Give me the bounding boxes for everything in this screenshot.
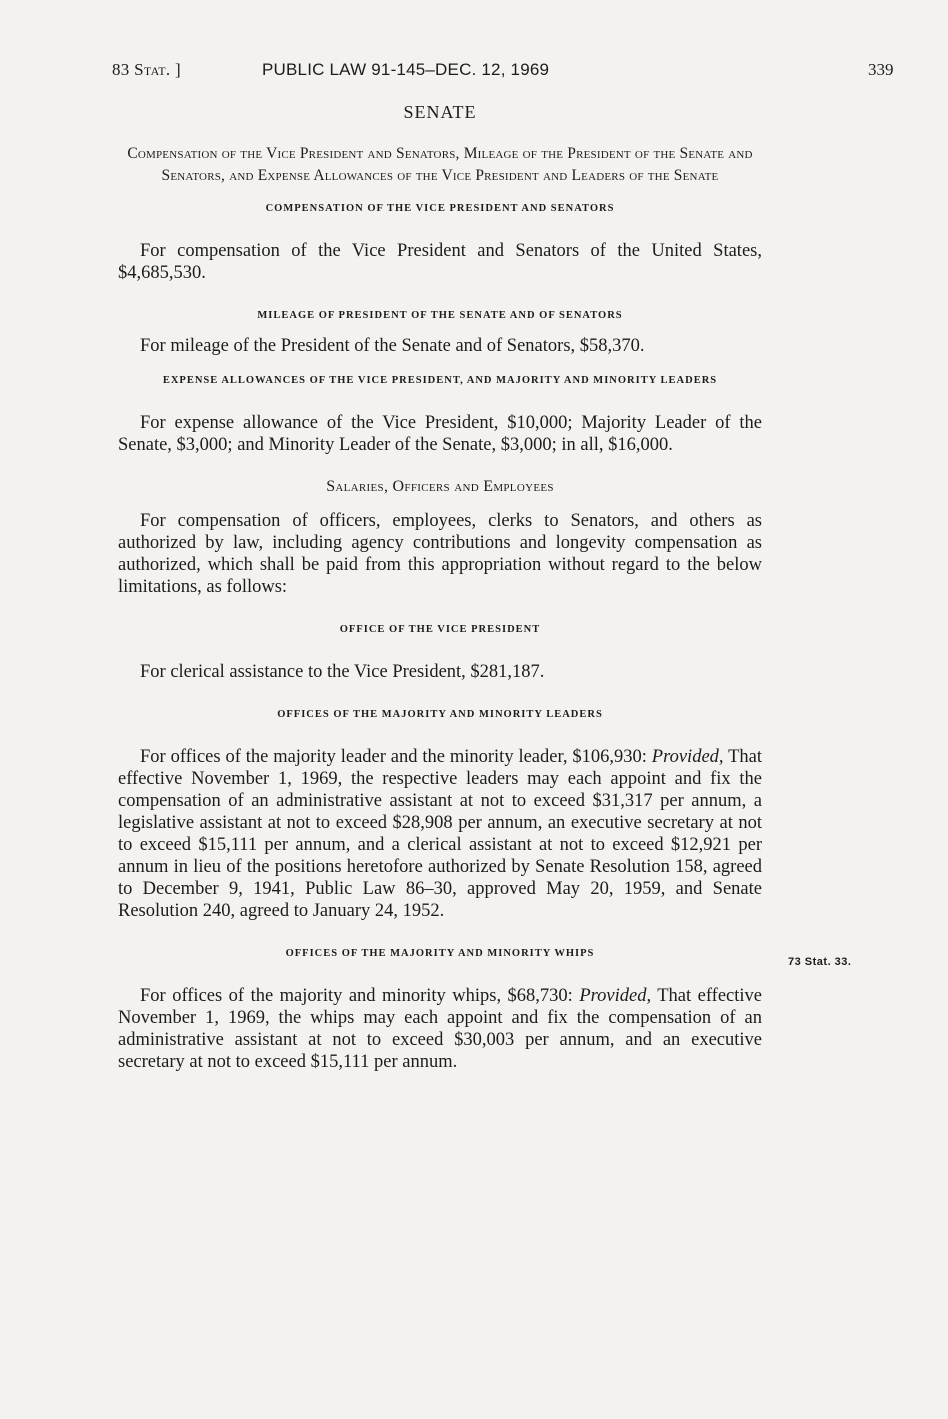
page-number: 339 [868, 60, 894, 79]
whips-lead: For offices of the majority and minority whips, $68,730: [140, 986, 580, 1006]
stat-reference: 83 Stat. ] [112, 60, 181, 79]
heading-mileage: MILEAGE OF PRESIDENT OF THE SENATE AND OF SENATORS [257, 310, 623, 321]
paragraph-mileage: For mileage of the President of the Senate and of Senators, $58,370. [140, 336, 645, 356]
leaders-lead: For offices of the majority leader and the minority leader, $106,930: [140, 747, 652, 767]
document-body [118, 102, 762, 1073]
paragraph-compensation: For compensation of the Vice President and Senators of the United States, $4,685,530. [118, 241, 762, 283]
paragraph-salaries: For compensation of officers, employees, clerks to Senators, and others as authorized by law, including agency contributions and longevity compensation as authorized, which shall be paid from this appropriation without regard to the below limitations, as follows: [118, 511, 762, 597]
running-header [0, 60, 948, 84]
paragraph-leaders [118, 746, 762, 922]
heading-leaders: OFFICES OF THE MAJORITY AND MINORITY LEADERS [277, 709, 603, 720]
leaders-provided: Provided, [651, 747, 724, 767]
title-caption: Compensation of the Vice President and Senators, Mileage of the President of the Senate and Senators, and Expense Allowances of the Vice President and Leaders of the Senate [127, 145, 753, 184]
heading-vp-office: OFFICE OF THE VICE PRESIDENT [339, 624, 541, 635]
whips-provided: Provided, [579, 986, 652, 1006]
paragraph-expense: For expense allowance of the Vice President, $10,000; Majority Leader of the Senate, $3,000; and Minority Leader of the Senate, $3,000; in all, $16,000. [118, 413, 762, 455]
section-title: SENATE [403, 102, 477, 122]
margin-citation: 73 Stat. 33. [788, 956, 852, 968]
heading-compensation: COMPENSATION OF THE VICE PRESIDENT AND SENATORS [265, 203, 615, 214]
paragraph-whips [118, 985, 762, 1073]
heading-expense: EXPENSE ALLOWANCES OF THE VICE PRESIDENT, AND MAJORITY AND MINORITY LEADERS [162, 375, 718, 386]
heading-whips: OFFICES OF THE MAJORITY AND MINORITY WHIPS [285, 948, 595, 959]
law-title: PUBLIC LAW 91-145–DEC. 12, 1969 [262, 60, 550, 79]
leaders-rest: That effective November 1, 1969, the respective leaders may each appoint and fix the compensation of an administrative assistant at not to exceed $31,317 per annum, a legislative assistant at not to exceed $28,908 per annum, an executive secretary at not to exceed $15,111 per annum, and a clerical assistant at not to exceed $12,921 per annum in lieu of the positions heretofore authorized by Senate Resolution 158, agreed to December 9, 1941, Public Law 86–30, approved May 20, 1959, and Senate Resolution 240, agreed to January 24, 1952. [118, 747, 762, 921]
paragraph-vp-office: For clerical assistance to the Vice President, $281,187. [140, 662, 545, 682]
whips-rest: That effective November 1, 1969, the whips may each appoint and fix the compensation of an administrative assistant at not to exceed $30,003 per annum, and an executive secretary at not to exceed $15,111 per annum. [118, 986, 762, 1072]
heading-salaries: Salaries, Officers and Employees [326, 478, 554, 495]
